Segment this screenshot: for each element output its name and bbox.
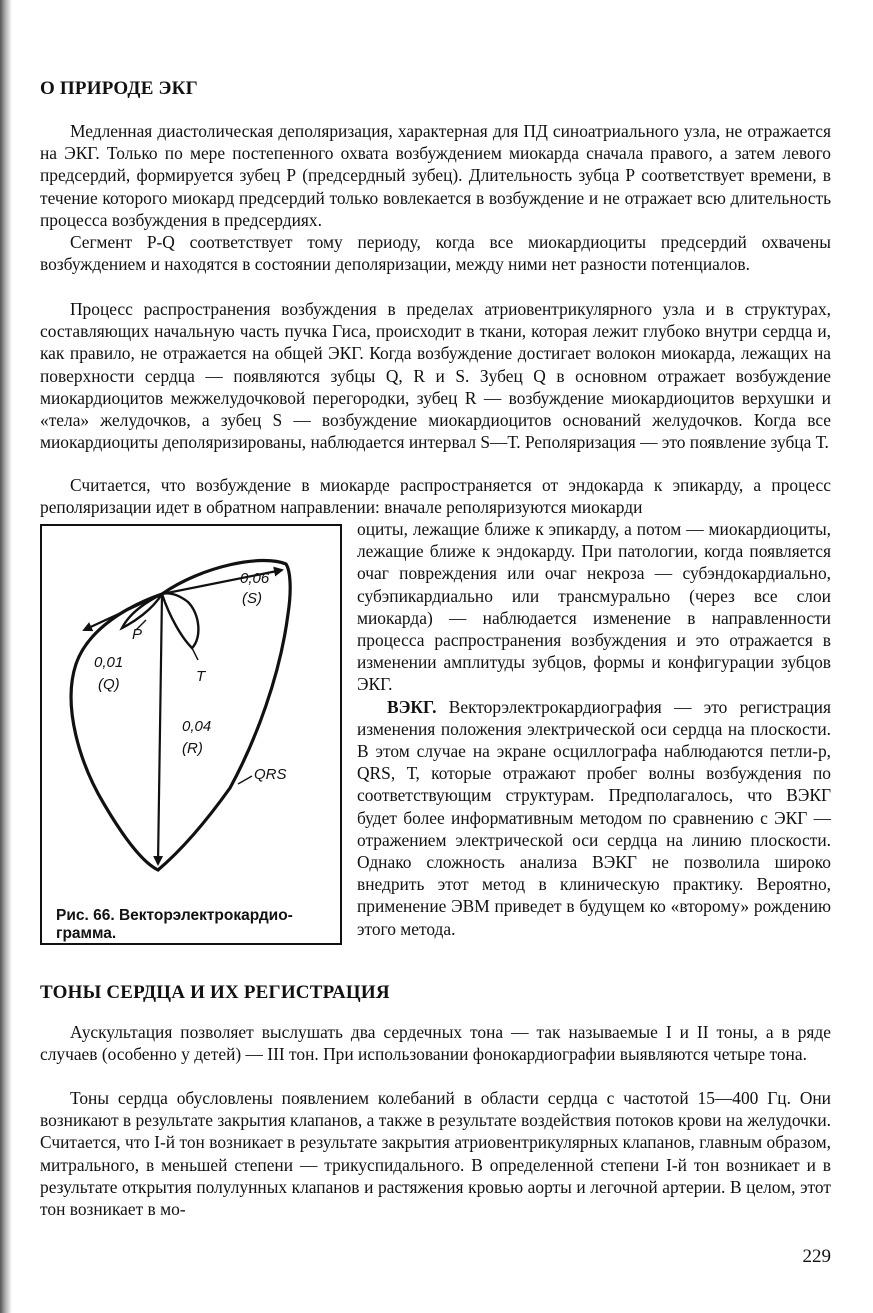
s-value-label: 0,06 xyxy=(240,570,270,587)
section-heading-heart-tones: ТОНЫ СЕРДЦА И ИХ РЕГИСТРАЦИЯ xyxy=(40,982,390,1003)
paragraph-pathology: оциты, лежащие ближе к эпикарду, а потом — миокардиоциты, лежащие ближе к эндокарду. При патологии, когда появляется очаг повреждения или очаг некроза — субэндокардиально, субэпикардиально или трансмурально (через все слои миокарда) — наблюдается изменение в направленности процесса распространения возбуждения и это отражается в изменении амплитуды зубцов, формы и конфигурации зубцов ЭКГ. xyxy=(357,519,831,695)
paragraph-heart-tones: Тоны сердца обусловлены появлением колебаний в области сердца с частотой 15—400 Гц. Они возникают в результате закрытия клапанов, а также в результате воздействия потоков крови на желудочки. Считается, что I-й тон возникает в результате закрытия атриовентрикулярных клапанов, главным образом, митрального, в меньшей степени — трикуспидального. В определенной степени I-й тон возникает и в результате открытия полулунных клапанов и растяжения кровью аорты и легочной артерии. В целом, этот тон возникает в мо- xyxy=(40,1088,831,1220)
paragraph-vekg xyxy=(357,696,831,940)
t-loop xyxy=(162,593,198,648)
figure-vectorcardiogram xyxy=(40,524,342,945)
r-vector xyxy=(158,594,162,864)
q-value-label: 0,01 xyxy=(94,654,124,671)
paragraph-excitation-spread: Процесс распространения возбуждения в пределах атриовентрикулярного узла и в структурах, составляющих начальную часть пучка Гиса, происходит в ткани, которая лежит глубоко внутри сердца и, как правило, не отражается на общей ЭКГ. Когда возбуждение достигает волокон миокарда, лежащих на поверхности сердца — появляются зубцы Q, R и S. Зубец Q в основном отражает возбуждение миокардиоцитов межжелудочковой перегородки, зубец R — возбуждение миокардиоцитов верхушки и «тела» желудочков, а зубец S — возбуждение миокардиоцитов оснований желудочков. Когда все миокардиоциты деполяризированы, наблюдается интервал S—Т. Реполяризация — это появление зубца Т. xyxy=(40,299,831,453)
t-pointer xyxy=(192,648,198,660)
section-heading-ecg: О ПРИРОДЕ ЭКГ xyxy=(40,78,198,99)
qrs-pointer xyxy=(238,776,252,784)
r-value-label: 0,04 xyxy=(182,718,212,735)
vekg-text: Векторэлектрокардиография — это регистрация изменения положения электрической оси сердца на плоскости. В этом случае на экране осциллографа наблюдаются петли-р, QRS, Т, которые отражают пробег волны возбуждения по соответствующим структурам. Предполагалось, что ВЭКГ будет более информативным методом по сравнению с ЭКГ — отражением электрической оси сердца на линию плоскости. Однако сложность анализа ВЭКГ не позволила широко внедрить этот метод в клиническую практику. Вероятно, применение ЭВМ приведет в будущем ко «второму» рождению этого метода. xyxy=(357,696,831,939)
side-text-column xyxy=(357,518,831,940)
s-name-label: (S) xyxy=(242,590,262,607)
p-label: P xyxy=(132,626,143,643)
qrs-label: QRS xyxy=(254,766,287,783)
book-binding-edge xyxy=(0,0,12,1313)
paragraph-auscultation: Аускультация позволяет выслушать два сердечных тона — так называемые I и II тоны, а в ряде случаев (особенно у детей) — III тон. При использовании фонокардиографии выявляются четыре тона. xyxy=(40,1022,831,1065)
paragraph-diastolic-depolarization: Медленная диастолическая деполяризация, характерная для ПД синоатриального узла, не отражается на ЭКГ. Только по мере постепенного охвата возбуждением миокарда сначала правого, а затем левого предсердий, формируется зубец Р (предсердный зубец). Длительность зубца Р соответствует времени, в течение которого миокард предсердий только вовлекается в возбуждение и не отражает всю длительность процесса возбуждения в предсердиях. xyxy=(40,121,831,230)
paragraph-pq-segment: Сегмент P-Q соответствует тому периоду, когда все миокардиоциты предсердий охвачены возбуждением и находятся в состоянии деполяризации, между ними нет разности потенциалов. xyxy=(40,232,831,275)
r-name-label: (R) xyxy=(182,740,203,757)
page-number: 229 xyxy=(802,1246,831,1267)
t-label: T xyxy=(196,668,206,685)
vekg-term: ВЭКГ. xyxy=(387,696,437,717)
p-loop xyxy=(122,594,162,628)
q-name-label: (Q) xyxy=(98,676,120,693)
figure-caption: Рис. 66. Векторэлектрокардиограмма. xyxy=(56,907,293,942)
paragraph-repolarization-start: Считается, что возбуждение в миокарде распространяется от эндокарда к эпикарду, а процесс реполяризации идет в обратном направлении: вначале реполяризуются миокарди xyxy=(40,475,831,518)
